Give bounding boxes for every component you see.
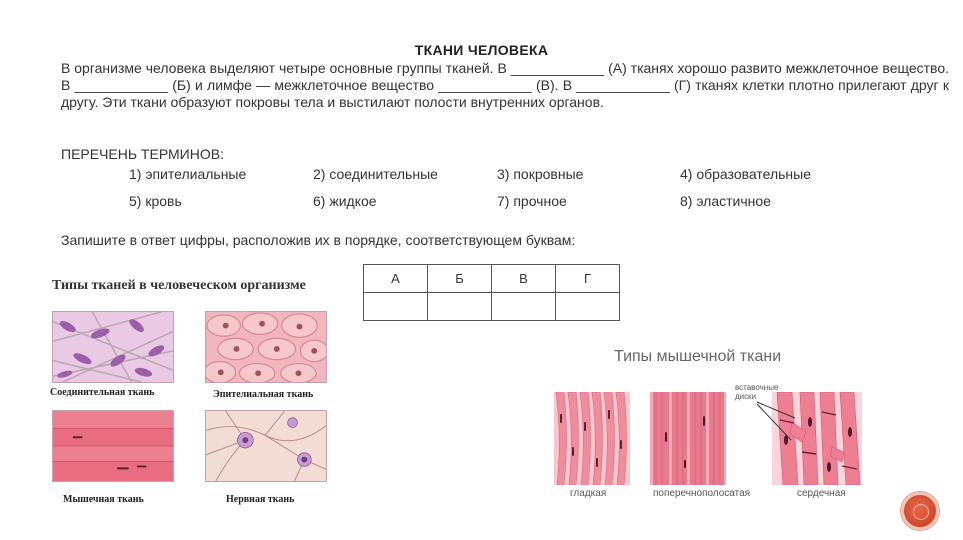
annotation-pointer-lines <box>755 396 815 446</box>
term-7: 7) прочное <box>497 193 567 209</box>
answer-cell-b[interactable] <box>428 293 492 321</box>
connective-tissue-caption: Соединительная ткань <box>50 387 155 398</box>
answer-header-row <box>364 265 620 293</box>
term-1: 1) эпителиальные <box>129 166 247 182</box>
answer-cell-g[interactable] <box>556 293 620 321</box>
nerve-tissue-image <box>205 410 327 482</box>
intercalated-discs-line-2: диски <box>735 392 757 401</box>
next-slide-button[interactable] <box>901 492 939 530</box>
muscle-tissue-image <box>52 410 174 482</box>
term-3: 3) покровные <box>497 166 584 182</box>
term-5: 5) кровь <box>129 193 182 209</box>
term-4: 4) образовательные <box>680 166 811 182</box>
smooth-muscle-image <box>554 392 630 485</box>
striated-muscle-caption: поперечнополосатая <box>653 488 751 499</box>
terms-heading: ПЕРЕЧЕНЬ ТЕРМИНОВ: <box>61 146 224 162</box>
smooth-muscle-caption: гладкая <box>570 488 607 499</box>
epithelial-tissue-image <box>205 311 327 383</box>
term-8: 8) эластичное <box>680 193 771 209</box>
answer-table <box>363 264 620 321</box>
intercalated-discs-line-1: вставочные <box>735 383 779 392</box>
task-paragraph: В организме человека выделяют четыре основные группы тканей. В ____________ (А) тканях хорошо развито межклеточное вещество. В ____________ (Б) и лимфе — межклеточное вещество ____________ (В). В ____________ (Г) тканях клетки плотно прилегают друг к другу. Эти ткани образуют покровы тела и выстилают полости внутренних органов. <box>61 60 949 110</box>
term-2: 2) соединительные <box>313 166 438 182</box>
answer-header-b: Б <box>428 265 492 293</box>
answer-header-v: В <box>492 265 556 293</box>
page-title: ТКАНИ ЧЕЛОВЕКА <box>414 42 549 58</box>
muscle-tissue-caption: Мышечная ткань <box>63 494 144 505</box>
epithelial-tissue-caption: Эпителиальная ткань <box>213 389 314 400</box>
nerve-tissue-caption: Нервная ткань <box>226 494 295 505</box>
term-6: 6) жидкое <box>313 193 377 209</box>
answer-header-a: А <box>364 265 428 293</box>
muscle-types-title: Типы мышечной ткани <box>614 348 782 365</box>
cardiac-muscle-caption: сердечная <box>797 488 846 499</box>
answer-cell-v[interactable] <box>492 293 556 321</box>
answer-input-row <box>364 293 620 321</box>
tissue-types-title: Типы тканей в человеческом организме <box>52 278 306 293</box>
instruction-text: Запишите в ответ цифры, расположив их в порядке, соответствующем буквам: <box>61 232 576 248</box>
striated-muscle-image <box>650 392 726 485</box>
answer-cell-a[interactable] <box>364 293 428 321</box>
connective-tissue-image <box>52 311 174 383</box>
answer-header-g: Г <box>556 265 620 293</box>
